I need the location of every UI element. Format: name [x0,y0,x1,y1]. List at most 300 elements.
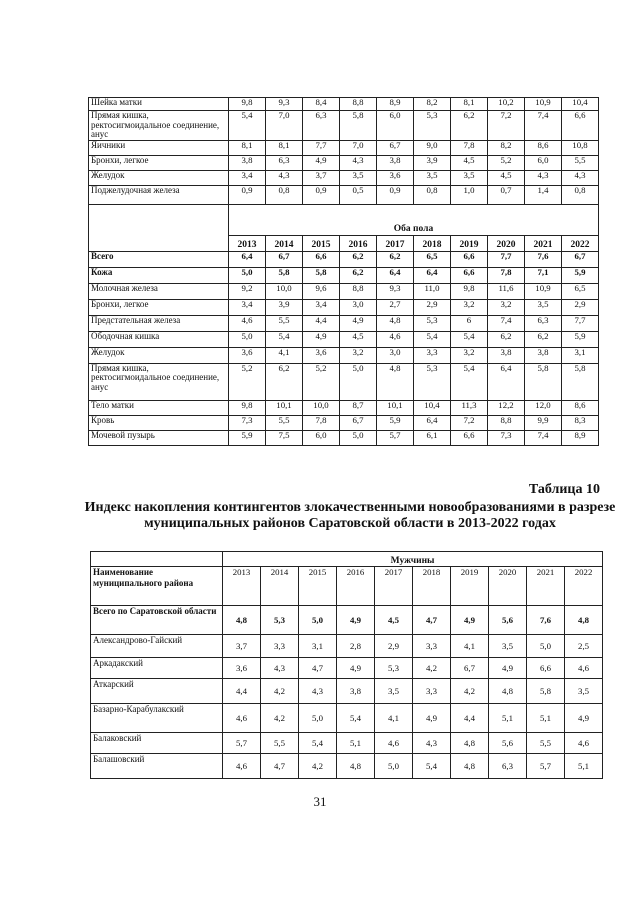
value-cell: 6,7 [377,140,414,155]
value-cell: 8,9 [377,98,414,111]
value-cell: 6,3 [303,111,340,141]
row-label: Всего [89,251,229,267]
value-cell: 7,2 [488,111,525,141]
value-cell: 3,8 [525,347,562,363]
value-cell: 5,0 [299,704,337,733]
value-cell: 4,5 [451,155,488,170]
year-header: 2016 [340,235,377,251]
value-cell: 0,8 [414,185,451,204]
value-cell: 6,6 [451,430,488,445]
value-cell: 6 [451,315,488,331]
value-cell: 4,8 [565,606,603,635]
value-cell: 4,6 [229,315,266,331]
value-cell: 0,5 [340,185,377,204]
value-cell: 5,7 [377,430,414,445]
value-cell: 5,0 [527,635,565,658]
value-cell: 12,0 [525,400,562,415]
year-header: 2013 [229,235,266,251]
value-cell: 12,2 [488,400,525,415]
year-header: 2014 [261,567,299,606]
value-cell: 7,3 [488,430,525,445]
value-cell: 5,3 [414,363,451,400]
value-cell: 6,3 [525,315,562,331]
value-cell: 3,0 [340,299,377,315]
value-cell: 9,3 [266,98,303,111]
value-cell: 5,1 [489,704,527,733]
year-header: 2020 [488,235,525,251]
district-name: Аткарский [91,679,223,704]
value-cell: 8,8 [340,98,377,111]
value-cell: 1,0 [451,185,488,204]
cancer-rates-table-top [88,97,599,446]
value-cell: 9,2 [229,283,266,299]
value-cell: 4,3 [525,170,562,185]
value-cell: 5,7 [527,754,565,779]
value-cell: 5,8 [525,363,562,400]
value-cell: 3,2 [451,347,488,363]
year-header: 2017 [375,567,413,606]
value-cell: 0,8 [562,185,599,204]
value-cell: 6,5 [414,251,451,267]
value-cell: 3,6 [223,658,261,679]
value-cell: 7,7 [488,251,525,267]
value-cell: 8,1 [229,140,266,155]
value-cell: 2,7 [377,299,414,315]
table-row [91,754,603,779]
table-row [89,331,599,347]
value-cell: 10,9 [525,283,562,299]
value-cell: 6,2 [340,267,377,283]
value-cell: 3,2 [340,347,377,363]
value-cell: 5,0 [340,363,377,400]
value-cell: 9,3 [377,283,414,299]
value-cell: 6,3 [266,155,303,170]
table-row [89,299,599,315]
value-cell: 4,3 [299,679,337,704]
value-cell: 3,3 [261,635,299,658]
value-cell: 4,7 [299,658,337,679]
value-cell: 7,6 [525,251,562,267]
value-cell: 4,8 [451,733,489,754]
value-cell: 5,9 [377,415,414,430]
value-cell: 5,9 [562,331,599,347]
district-name: Балаковский [91,733,223,754]
row-label: Мочевой пузырь [89,430,229,445]
value-cell: 5,5 [562,155,599,170]
table-row [89,111,599,141]
value-cell: 7,8 [451,140,488,155]
value-cell: 3,9 [266,299,303,315]
value-cell: 7,1 [525,267,562,283]
value-cell: 7,2 [451,415,488,430]
row-label: Кровь [89,415,229,430]
value-cell: 4,9 [303,331,340,347]
value-cell: 9,9 [525,415,562,430]
value-cell: 6,2 [525,331,562,347]
year-header: 2016 [337,567,375,606]
value-cell: 10,8 [562,140,599,155]
value-cell: 4,2 [261,679,299,704]
value-cell: 8,2 [414,98,451,111]
value-cell: 11,3 [451,400,488,415]
value-cell: 5,4 [299,733,337,754]
row-label: Тело матки [89,400,229,415]
value-cell: 5,4 [451,363,488,400]
value-cell: 10,1 [377,400,414,415]
header-blank-cell [91,552,223,567]
value-cell: 7,0 [266,111,303,141]
year-header: 2021 [527,567,565,606]
value-cell: 0,9 [303,185,340,204]
group-header-row [89,204,599,235]
value-cell: 5,0 [340,430,377,445]
value-cell: 4,2 [299,754,337,779]
value-cell: 6,6 [451,251,488,267]
value-cell: 6,0 [303,430,340,445]
value-cell: 6,4 [414,415,451,430]
value-cell: 9,6 [303,283,340,299]
value-cell: 4,4 [223,679,261,704]
value-cell: 4,9 [340,315,377,331]
value-cell: 8,6 [562,400,599,415]
table-row [91,733,603,754]
row-label: Предстательная железа [89,315,229,331]
value-cell: 3,3 [413,679,451,704]
page-number: 31 [313,794,327,809]
value-cell: 5,8 [340,111,377,141]
value-cell: 3,5 [525,299,562,315]
value-cell: 6,6 [562,111,599,141]
value-cell: 3,5 [375,679,413,704]
row-label: Бронхи, легкое [89,155,229,170]
year-header: 2021 [525,235,562,251]
value-cell: 5,4 [266,331,303,347]
value-cell: 3,1 [562,347,599,363]
value-cell: 6,7 [340,415,377,430]
value-cell: 2,8 [337,635,375,658]
value-cell: 3,8 [488,347,525,363]
value-cell: 4,8 [337,754,375,779]
row-label: Поджелудочная железа [89,185,229,204]
value-cell: 0,9 [377,185,414,204]
value-cell: 5,3 [375,658,413,679]
value-cell: 6,4 [377,267,414,283]
value-cell: 6,7 [266,251,303,267]
value-cell: 3,4 [229,170,266,185]
value-cell: 4,9 [451,606,489,635]
value-cell: 10,4 [414,400,451,415]
value-cell: 4,2 [451,679,489,704]
value-cell: 6,2 [340,251,377,267]
value-cell: 7,4 [525,430,562,445]
value-cell: 5,0 [229,331,266,347]
value-cell: 5,8 [303,267,340,283]
row-label: Бронхи, легкое [89,299,229,315]
value-cell: 3,0 [377,347,414,363]
value-cell: 4,9 [337,606,375,635]
table-row [89,267,599,283]
value-cell: 4,6 [565,733,603,754]
row-label: Желудок [89,170,229,185]
value-cell: 4,7 [261,754,299,779]
district-name: Аркадакский [91,658,223,679]
value-cell: 8,3 [562,415,599,430]
table-row [89,430,599,445]
value-cell: 10,0 [303,400,340,415]
value-cell: 7,5 [266,430,303,445]
value-cell: 6,4 [414,267,451,283]
value-cell: 6,6 [303,251,340,267]
value-cell: 7,8 [303,415,340,430]
value-cell: 5,5 [266,415,303,430]
value-cell: 3,2 [451,299,488,315]
value-cell: 5,2 [229,363,266,400]
district-name: Базарно-Карабулакский [91,704,223,733]
year-header: 2018 [414,235,451,251]
value-cell: 3,4 [303,299,340,315]
value-cell: 2,9 [414,299,451,315]
table-row [91,606,603,635]
table-title: Индекс накопления контингентов злокачественными новообразованиями в разрезе муниципальных районов Саратовской области в 2013-2022 годах [84,500,616,531]
value-cell: 9,8 [229,400,266,415]
value-cell: 4,8 [377,363,414,400]
name-column-header: Наименование муниципального района [91,567,223,606]
value-cell: 8,1 [451,98,488,111]
value-cell: 4,9 [413,704,451,733]
value-cell: 7,4 [488,315,525,331]
row-label: Кожа [89,267,229,283]
value-cell: 5,7 [223,733,261,754]
year-header: 2019 [451,235,488,251]
value-cell: 4,3 [562,170,599,185]
value-cell: 4,5 [340,331,377,347]
value-cell: 3,5 [451,170,488,185]
value-cell: 4,5 [375,606,413,635]
value-cell: 7,4 [525,111,562,141]
value-cell: 5,3 [261,606,299,635]
table-row [91,704,603,733]
value-cell: 4,6 [223,754,261,779]
value-cell: 5,6 [489,733,527,754]
value-cell: 4,3 [413,733,451,754]
year-header: 2013 [223,567,261,606]
table-row [89,170,599,185]
value-cell: 5,5 [266,315,303,331]
value-cell: 4,9 [337,658,375,679]
value-cell: 8,9 [562,430,599,445]
value-cell: 4,1 [266,347,303,363]
value-cell: 10,2 [488,98,525,111]
value-cell: 6,3 [489,754,527,779]
value-cell: 4,3 [266,170,303,185]
value-cell: 4,9 [303,155,340,170]
value-cell: 11,0 [414,283,451,299]
value-cell: 10,4 [562,98,599,111]
value-cell: 0,7 [488,185,525,204]
value-cell: 3,3 [413,635,451,658]
table-row [89,415,599,430]
value-cell: 5,8 [266,267,303,283]
value-cell: 7,7 [562,315,599,331]
value-cell: 4,2 [261,704,299,733]
value-cell: 3,3 [414,347,451,363]
value-cell: 4,5 [488,170,525,185]
value-cell: 6,0 [525,155,562,170]
value-cell: 7,3 [229,415,266,430]
value-cell: 3,2 [488,299,525,315]
year-header: 2015 [299,567,337,606]
value-cell: 5,5 [261,733,299,754]
value-cell: 3,4 [229,299,266,315]
value-cell: 5,0 [375,754,413,779]
year-header-row [91,567,603,606]
table-row [89,400,599,415]
table-row [89,140,599,155]
district-name: Александрово-Гайский [91,635,223,658]
value-cell: 10,1 [266,400,303,415]
value-cell: 7,8 [488,267,525,283]
year-header: 2018 [413,567,451,606]
value-cell: 4,6 [565,658,603,679]
table-row [89,363,599,400]
value-cell: 4,9 [489,658,527,679]
value-cell: 4,3 [261,658,299,679]
group-header: Оба пола [229,204,599,235]
value-cell: 3,1 [299,635,337,658]
value-cell: 4,6 [375,733,413,754]
value-cell: 6,5 [562,283,599,299]
value-cell: 3,8 [337,679,375,704]
row-label: Прямая кишка, ректосигмоидальное соединение, анус [89,363,229,400]
value-cell: 5,0 [229,267,266,283]
value-cell: 4,1 [375,704,413,733]
value-cell: 10,9 [525,98,562,111]
value-cell: 5,1 [337,733,375,754]
year-header: 2022 [562,235,599,251]
value-cell: 10,0 [266,283,303,299]
value-cell: 6,7 [451,658,489,679]
district-name: Всего по Саратовской области [91,606,223,635]
year-header: 2022 [565,567,603,606]
value-cell: 8,8 [488,415,525,430]
year-header: 2015 [303,235,340,251]
table-row [89,251,599,267]
row-label: Яичники [89,140,229,155]
value-cell: 8,4 [303,98,340,111]
header-blank-cell [89,204,229,251]
value-cell: 3,9 [414,155,451,170]
district-index-table [90,551,603,779]
value-cell: 5,9 [562,267,599,283]
value-cell: 6,6 [451,267,488,283]
value-cell: 4,8 [489,679,527,704]
value-cell: 6,0 [377,111,414,141]
value-cell: 5,0 [299,606,337,635]
row-label: Прямая кишка, ректосигмоидальное соединение, анус [89,111,229,141]
value-cell: 7,0 [340,140,377,155]
value-cell: 5,4 [414,331,451,347]
value-cell: 7,7 [303,140,340,155]
value-cell: 6,7 [562,251,599,267]
value-cell: 6,2 [266,363,303,400]
value-cell: 2,9 [562,299,599,315]
value-cell: 5,6 [489,606,527,635]
value-cell: 11,6 [488,283,525,299]
table-row [91,679,603,704]
value-cell: 3,7 [223,635,261,658]
value-cell: 4,8 [451,754,489,779]
value-cell: 4,4 [303,315,340,331]
value-cell: 5,4 [413,754,451,779]
table-row [89,347,599,363]
value-cell: 5,1 [565,754,603,779]
value-cell: 9,0 [414,140,451,155]
value-cell: 4,6 [377,331,414,347]
value-cell: 5,3 [414,315,451,331]
value-cell: 3,5 [340,170,377,185]
value-cell: 9,8 [451,283,488,299]
value-cell: 3,7 [303,170,340,185]
value-cell: 1,4 [525,185,562,204]
value-cell: 3,6 [229,347,266,363]
year-header: 2017 [377,235,414,251]
value-cell: 3,8 [377,155,414,170]
value-cell: 5,4 [337,704,375,733]
value-cell: 5,2 [303,363,340,400]
value-cell: 4,8 [377,315,414,331]
row-label: Молочная железа [89,283,229,299]
value-cell: 9,8 [229,98,266,111]
district-name: Балашовский [91,754,223,779]
table-row [89,315,599,331]
value-cell: 5,5 [527,733,565,754]
value-cell: 6,6 [527,658,565,679]
value-cell: 8,7 [340,400,377,415]
value-cell: 4,6 [223,704,261,733]
value-cell: 8,1 [266,140,303,155]
table-row [89,155,599,170]
value-cell: 3,5 [489,635,527,658]
value-cell: 8,8 [340,283,377,299]
value-cell: 8,6 [525,140,562,155]
value-cell: 0,8 [266,185,303,204]
value-cell: 0,9 [229,185,266,204]
table-row [91,658,603,679]
value-cell: 4,4 [451,704,489,733]
table-row [91,635,603,658]
value-cell: 6,4 [488,363,525,400]
value-cell: 2,9 [375,635,413,658]
value-cell: 4,2 [413,658,451,679]
value-cell: 4,1 [451,635,489,658]
table-row [89,185,599,204]
year-header: 2019 [451,567,489,606]
value-cell: 3,6 [377,170,414,185]
year-header: 2014 [266,235,303,251]
value-cell: 6,1 [414,430,451,445]
year-header: 2020 [489,567,527,606]
value-cell: 2,5 [565,635,603,658]
value-cell: 5,2 [488,155,525,170]
value-cell: 5,8 [527,679,565,704]
value-cell: 5,8 [562,363,599,400]
value-cell: 3,5 [565,679,603,704]
value-cell: 5,1 [527,704,565,733]
value-cell: 5,3 [414,111,451,141]
table-number-label: Таблица 10 [528,482,600,497]
row-label: Желудок [89,347,229,363]
row-label: Шейка матки [89,98,229,111]
